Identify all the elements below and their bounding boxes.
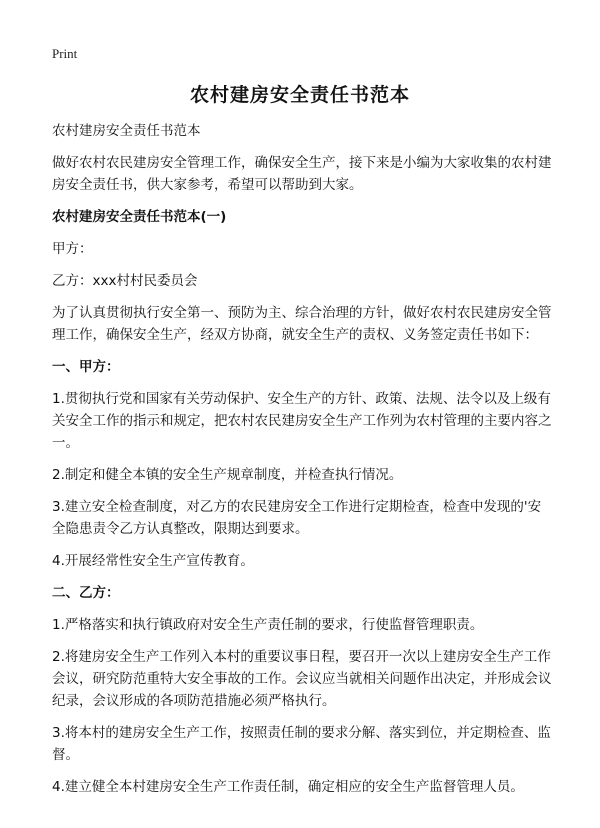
subtitle: 农村建房安全责任书范本 xyxy=(52,123,201,139)
party-a-heading: 一、甲方： xyxy=(52,359,120,375)
party-b-item-3: 3.将本村的建房安全生产工作，按照责任制的要求分解、落实到位，并定期检查、监督。 xyxy=(52,725,551,763)
party-b-item-4: 4.建立健全本村建房安全生产工作责任制，确定相应的安全生产监督管理人员。 xyxy=(52,779,524,795)
intro-paragraph: 做好农村农民建房安全管理工作，确保安全生产，接下来是小编为大家收集的农村建房安全责任书，供大家参考，希望可以帮助到大家。 xyxy=(52,155,552,193)
party-a-item-4: 4.开展经常性安全生产宣传教育。 xyxy=(52,553,254,569)
party-b-line: 乙方：xxx村村民委员会 xyxy=(52,273,198,289)
purpose-paragraph: 为了认真贯彻执行安全第一、预防为主、综合治理的方针，做好农村农民建房安全管理工作，确保安全生产，经双方协商，就安全生产的责权、义务签定责任书如下： xyxy=(52,305,552,343)
party-a-item-1: 1.贯彻执行党和国家有关劳动保护、安全生产的方针、政策、法规、法令以及上级有关安全工作的指示和规定，把农村农民建房安全生产工作列为农村管理的主要内容之一。 xyxy=(52,391,552,451)
party-b-item-1: 1.严格落实和执行镇政府对安全生产责任制的要求，行使监督管理职责。 xyxy=(52,617,484,633)
document-body xyxy=(52,120,552,806)
party-a-item-3: 3.建立安全检查制度，对乙方的农民建房安全工作进行定期检查，检查中发现的'安全隐患责令乙方认真整改，限期达到要求。 xyxy=(52,499,542,537)
party-b-item-2: 2.将建房安全生产工作列入本村的重要议事日程，要召开一次以上建房安全生产工作会议，研究防范重特大安全事故的工作。会议应当就相关问题作出决定，并形成会议纪录，会议形成的各项防范措施必须严格执行。 xyxy=(52,649,552,709)
print-link[interactable]: Print xyxy=(52,46,78,61)
party-a-item-2: 2.制定和健全本镇的安全生产规章制度，并检查执行情况。 xyxy=(52,467,403,483)
section-title: 农村建房安全责任书范本(一) xyxy=(52,209,227,225)
party-a-line: 甲方： xyxy=(52,241,93,257)
party-b-heading: 二、乙方： xyxy=(52,585,120,601)
page-title: 农村建房安全责任书范本 xyxy=(189,84,410,106)
